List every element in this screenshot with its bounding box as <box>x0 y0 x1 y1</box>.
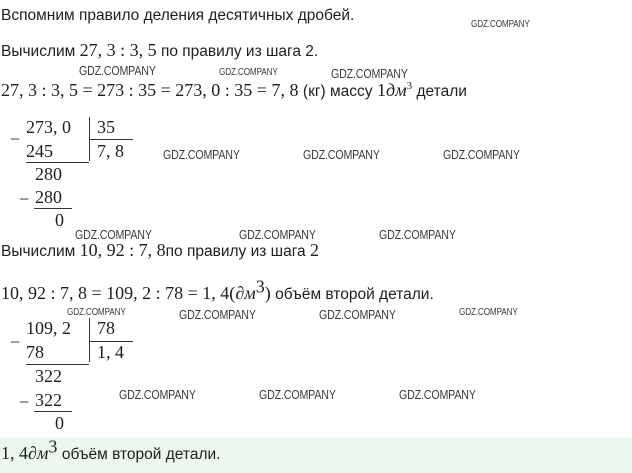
watermark: GDZ.COMPANY <box>443 147 520 162</box>
watermark: GDZ.COMPANY <box>331 66 408 81</box>
watermark: GDZ.COMPANY <box>79 63 156 78</box>
watermark: GDZ.COMPANY <box>179 307 256 322</box>
eq2-tail: объём второй детали. <box>275 286 434 303</box>
answer-unit: ∂м <box>28 443 49 463</box>
watermark: GDZ.COMPANY <box>459 307 518 318</box>
eq1-tail: детали <box>416 83 467 100</box>
eq1-vol-unit: дм <box>385 80 407 100</box>
step1-tail: по правилу из шага 2. <box>160 43 319 60</box>
eq1-unit-word: (кг) массу <box>302 83 373 100</box>
div2-dividend: 109, 2 <box>26 318 71 338</box>
div2-rule2 <box>34 411 72 412</box>
watermark: GDZ.COMPANY <box>67 307 126 318</box>
equation-2 <box>1 276 434 304</box>
answer-exp: 3 <box>48 436 58 457</box>
watermark: GDZ.COMPANY <box>379 227 456 242</box>
eq2-close: ) <box>264 283 271 303</box>
div1-minus2: − <box>19 189 30 209</box>
step1-line <box>1 40 318 61</box>
div2-rem1: 322 <box>35 366 62 386</box>
eq1-volume <box>377 80 412 100</box>
eq2-vol-unit: ∂м <box>235 283 256 303</box>
step1-lead: Вычислим <box>1 43 76 60</box>
watermark: GDZ.COMPANY <box>319 307 396 322</box>
watermark: GDZ.COMPANY <box>259 387 336 402</box>
watermark: GDZ.COMPANY <box>239 227 316 242</box>
div2-rem2: 0 <box>55 413 64 433</box>
div2-rule1 <box>26 364 89 365</box>
equation-1 <box>1 80 467 101</box>
div1-divisor: 35 <box>97 117 115 137</box>
div2-quotient: 1, 4 <box>97 342 124 362</box>
step2-expr: 10, 92 : 7, 8 <box>79 240 166 260</box>
div1-dividend: 273, 0 <box>26 117 71 137</box>
div2-vertical-bar <box>89 318 90 362</box>
step1-expr: 27, 3 : 3, 5 <box>79 40 157 60</box>
step2-lead: Вычислим <box>1 243 76 260</box>
step2-tail: по правилу из шага <box>165 243 306 260</box>
step2-step-num: 2 <box>309 240 319 260</box>
answer-num: 1, 4 <box>1 443 28 463</box>
watermark: GDZ.COMPANY <box>163 147 240 162</box>
eq2-math: 10, 92 : 7, 8 = 109, 2 : 78 = 1, 4( <box>1 283 236 303</box>
div1-divisor-underline <box>89 139 133 140</box>
div2-divisor: 78 <box>97 318 115 338</box>
eq1-math: 27, 3 : 3, 5 = 273 : 35 = 273, 0 : 35 = 7, 8 <box>1 80 299 100</box>
div1-sub1: 245 <box>26 141 53 161</box>
answer-line <box>1 436 221 464</box>
eq1-vol-exp: 3 <box>406 80 413 92</box>
watermark: GDZ.COMPANY <box>303 147 380 162</box>
div1-minus: − <box>10 129 21 149</box>
watermark: GDZ.COMPANY <box>219 67 278 78</box>
div1-rem2: 0 <box>55 210 64 230</box>
div1-quotient: 7, 8 <box>97 141 124 161</box>
watermark: GDZ.COMPANY <box>119 387 196 402</box>
div1-rule1 <box>26 162 89 163</box>
div1-sub2: 280 <box>35 187 62 207</box>
watermark: GDZ.COMPANY <box>399 387 476 402</box>
step2-line <box>1 240 319 261</box>
div2-sub2: 322 <box>35 390 62 410</box>
watermark: GDZ.COMPANY <box>471 19 530 30</box>
watermark: GDZ.COMPANY <box>75 227 152 242</box>
answer-tail: объём второй детали. <box>61 446 221 463</box>
div1-rule2 <box>34 208 72 209</box>
div2-minus2: − <box>19 392 30 412</box>
div2-sub1: 78 <box>26 342 44 362</box>
eq1-vol-num: 1 <box>376 80 386 100</box>
eq2-vol-exp: 3 <box>255 276 265 297</box>
intro-text: Вспомним правило деления десятичных дробей. <box>1 7 355 24</box>
div1-rem1: 280 <box>35 164 62 184</box>
div2-minus: − <box>10 332 21 352</box>
